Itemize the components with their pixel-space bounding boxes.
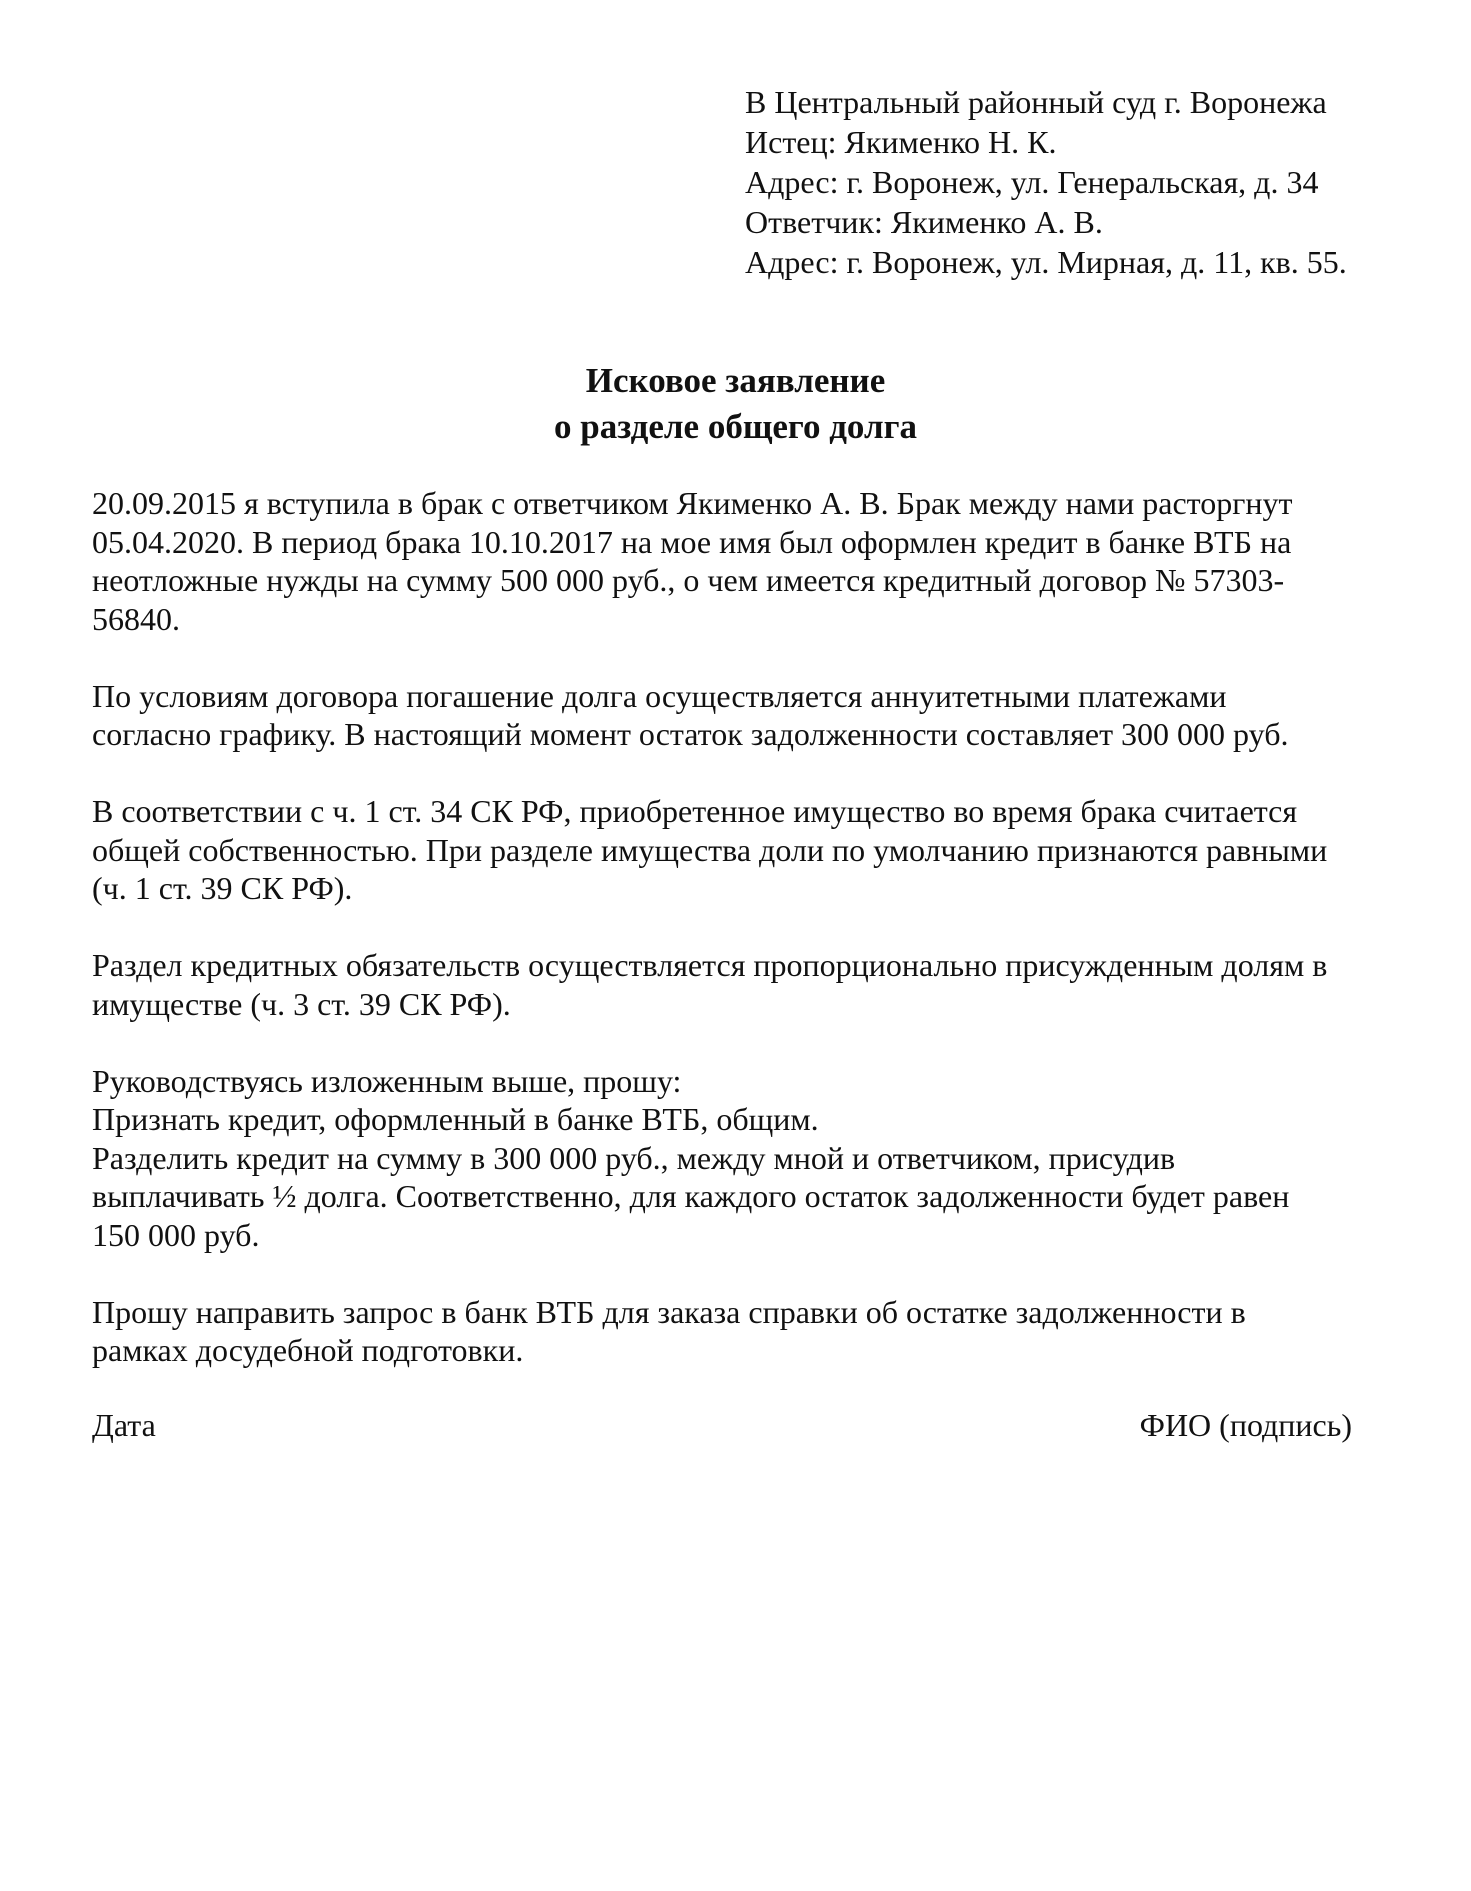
text-line: Раздел кредитных обязательств осуществляется пропорционально присужденным долям в (92, 947, 1328, 983)
text-line: (ч. 1 ст. 39 СК РФ). (92, 870, 353, 906)
text-line: По условиям договора погашение долга осуществляется аннуитетными платежами (92, 677, 1227, 714)
paragraph-bank-request (92, 1293, 1402, 1370)
document-title (0, 358, 1471, 450)
text-line: 150 000 руб. (92, 1216, 260, 1253)
text-line: 05.04.2020. В период брака 10.10.2017 на мое имя был оформлен кредит в банке ВТБ на (92, 523, 1292, 560)
paragraph-common-property (92, 792, 1402, 908)
text-line: Разделить кредит на сумму в 300 000 руб., между мной и ответчиком, присудив (92, 1139, 1176, 1176)
addressee-block (745, 82, 1425, 282)
signature-label: ФИО (подпись) (1139, 1407, 1352, 1443)
document-body (92, 484, 1402, 1408)
title-line-1: Исковое заявление (585, 361, 886, 400)
text-line: 56840. (92, 600, 180, 637)
text-line: В соответствии с ч. 1 ст. 34 СК РФ, приобретенное имущество во время брака считается (92, 793, 1298, 829)
text-line: согласно графику. В настоящий момент остаток задолженности составляет 300 000 руб. (92, 716, 1289, 752)
text-line: Признать кредит, оформленный в банке ВТБ, общим. (92, 1101, 819, 1137)
court-name: В Центральный районный суд г. Воронежа (745, 84, 1327, 120)
title-line-2: о разделе общего долга (554, 407, 917, 446)
text-line: Руководствуясь изложенным выше, прошу: (92, 1062, 682, 1099)
text-line: Прошу направить запрос в банк ВТБ для заказа справки об остатке задолженности в (92, 1293, 1246, 1330)
date-label: Дата (92, 1407, 156, 1443)
defendant-name: Ответчик: Якименко А. В. (745, 204, 1103, 240)
text-line: рамках досудебной подготовки. (92, 1332, 524, 1368)
text-line: 20.09.2015 я вступила в брак с ответчиком Якименко А. В. Брак между нами расторгнут (92, 485, 1293, 521)
paragraph-repayment (92, 677, 1402, 754)
plaintiff-name: Истец: Якименко Н. К. (745, 124, 1057, 160)
paragraph-marriage-credit (92, 484, 1402, 638)
text-line: неотложные нужды на сумму 500 000 руб., о чем имеется кредитный договор № 57303- (92, 562, 1285, 598)
signature-row (92, 1405, 1352, 1445)
paragraph-requests (92, 1062, 1402, 1255)
plaintiff-address: Адрес: г. Воронеж, ул. Генеральская, д. 34 (745, 164, 1319, 200)
text-line: общей собственностью. При разделе имущества доли по умолчанию признаются равными (92, 831, 1328, 868)
text-line: имуществе (ч. 3 ст. 39 СК РФ). (92, 985, 511, 1022)
text-line: выплачивать ½ долга. Соответственно, для каждого остаток задолженности будет равен (92, 1178, 1290, 1214)
defendant-address: Адрес: г. Воронеж, ул. Мирная, д. 11, кв. 55. (745, 244, 1347, 280)
paragraph-credit-division (92, 946, 1402, 1023)
